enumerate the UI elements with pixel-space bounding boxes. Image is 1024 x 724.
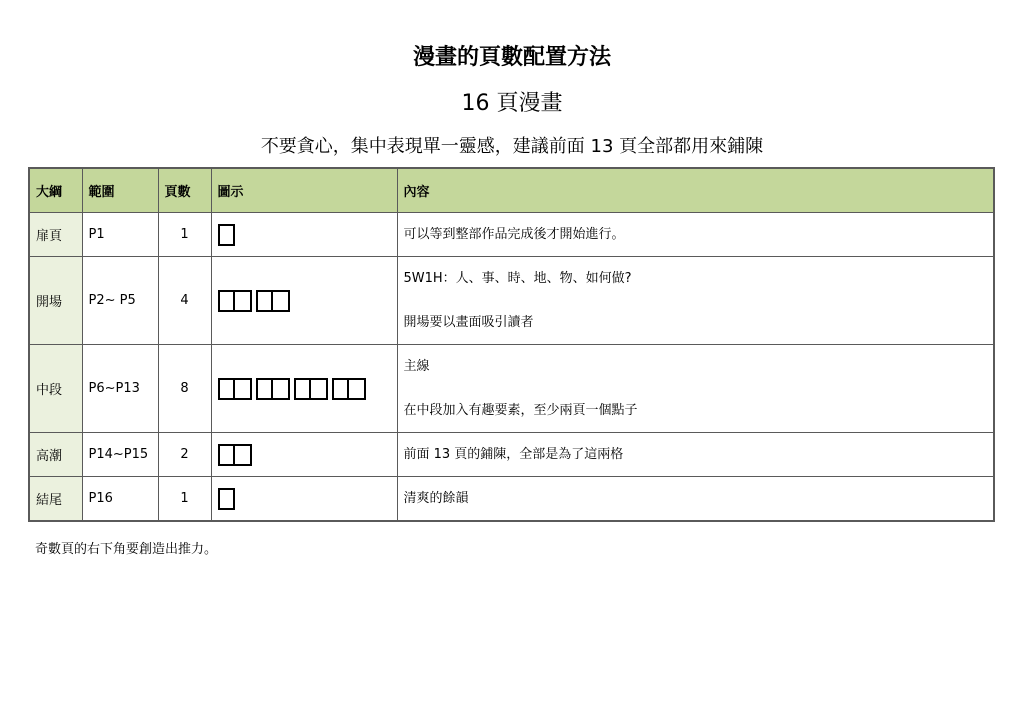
- table-row: [29, 213, 994, 257]
- page-spread: [294, 378, 328, 400]
- page-spread: [256, 290, 290, 312]
- pages-cell: 1: [158, 213, 211, 257]
- range-cell: P16: [82, 477, 158, 522]
- outline-cell: 高潮: [29, 433, 82, 477]
- content-line: 主線: [403, 358, 430, 374]
- pages-cell: 8: [158, 345, 211, 433]
- content-line: 清爽的餘韻: [403, 490, 469, 506]
- header-pages: 頁數: [158, 168, 211, 213]
- range-cell: P14~P15: [82, 433, 158, 477]
- page-spread: [332, 378, 366, 400]
- page-subtitle: 16 頁漫畫: [461, 91, 563, 116]
- page-box: [235, 290, 252, 312]
- table-header-row: [29, 168, 994, 213]
- page-spread: [218, 378, 252, 400]
- page-spread: [218, 444, 252, 466]
- range-cell: P6~P13: [82, 345, 158, 433]
- content-cell: [397, 433, 994, 477]
- header-outline: 大綱: [29, 168, 82, 213]
- page-box: [256, 378, 273, 400]
- outline-cell: 中段: [29, 345, 82, 433]
- diagram-cell: [211, 257, 397, 345]
- content-cell: [397, 477, 994, 522]
- range-cell: P2~ P5: [82, 257, 158, 345]
- page-box: [311, 378, 328, 400]
- content-line: 5W1H：人、事、時、地、物、如何做?: [403, 270, 632, 286]
- page-box: [218, 290, 235, 312]
- content-line: 可以等到整部作品完成後才開始進行。: [403, 226, 625, 242]
- page-title: 漫畫的頁數配置方法: [412, 45, 611, 70]
- page-box: [332, 378, 349, 400]
- diagram-cell: [211, 345, 397, 433]
- table-row: [29, 433, 994, 477]
- content-cell: [397, 345, 994, 433]
- outline-cell: 扉頁: [29, 213, 82, 257]
- pages-cell: 4: [158, 257, 211, 345]
- page-box: [218, 488, 235, 510]
- page-box: [218, 444, 235, 466]
- table-row: [29, 345, 994, 433]
- content-line: 前面 13 頁的鋪陳，全部是為了這兩格: [403, 446, 624, 462]
- page-box: [273, 378, 290, 400]
- page-box: [235, 444, 252, 466]
- content-line: 開場要以畫面吸引讀者: [403, 314, 534, 330]
- pages-cell: 1: [158, 477, 211, 522]
- page-box: [273, 290, 290, 312]
- table-row: [29, 257, 994, 345]
- footnote: 奇數頁的右下角要創造出推力。: [35, 542, 218, 557]
- header-content: 內容: [397, 168, 994, 213]
- page-box: [256, 290, 273, 312]
- page-spread: [256, 378, 290, 400]
- diagram-cell: [211, 433, 397, 477]
- content-line: 在中段加入有趣要素，至少兩頁一個點子: [403, 402, 638, 418]
- page-box: [349, 378, 366, 400]
- table-row: [29, 477, 994, 522]
- outline-cell: 開場: [29, 257, 82, 345]
- page-spread: [218, 290, 252, 312]
- range-cell: P1: [82, 213, 158, 257]
- diagram-cell: [211, 477, 397, 522]
- page-box: [218, 224, 235, 246]
- header-range: 範圍: [82, 168, 158, 213]
- header-diagram: 圖示: [211, 168, 397, 213]
- diagram-cell: [211, 213, 397, 257]
- content-cell: [397, 213, 994, 257]
- content-cell: [397, 257, 994, 345]
- page-box: [218, 378, 235, 400]
- page-layout-table: [28, 167, 995, 522]
- page-box: [294, 378, 311, 400]
- page-tagline: 不要貪心，集中表現單一靈感，建議前面 13 頁全部都用來鋪陳: [260, 136, 764, 157]
- pages-cell: 2: [158, 433, 211, 477]
- outline-cell: 結尾: [29, 477, 82, 522]
- page-box: [235, 378, 252, 400]
